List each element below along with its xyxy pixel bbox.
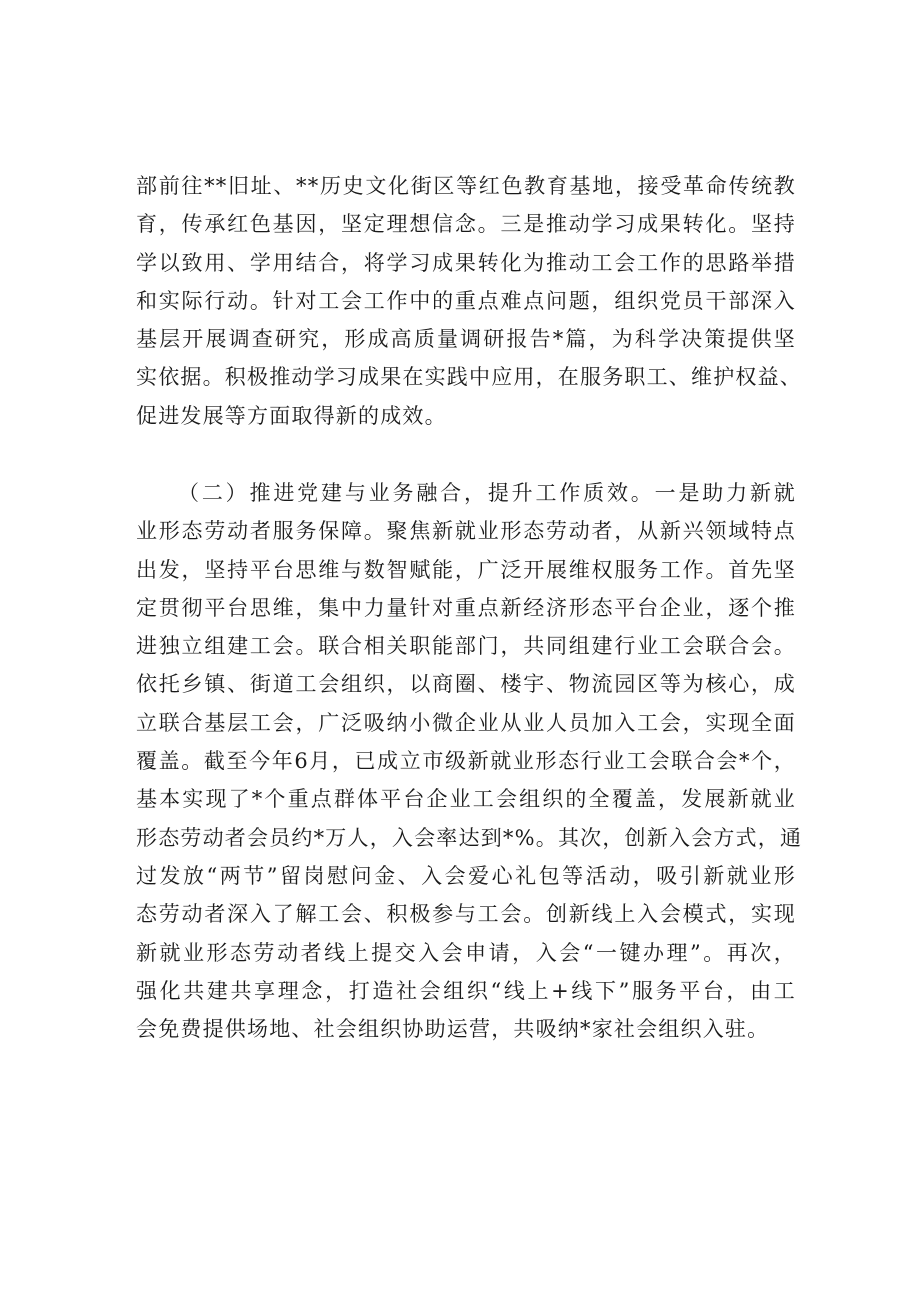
paragraph-line: 和实际行动。针对工会工作中的重点难点问题，组织党员干部深入: [136, 288, 796, 313]
paragraph-line: 过发放“两节”留岗慰问金、入会爱心礼包等活动，吸引新就业形: [136, 863, 796, 888]
paragraph-line: 出发，坚持平台思维与数智赋能，广泛开展维权服务工作。首先坚: [136, 557, 796, 582]
paragraph-line: 育，传承红色基因，坚定理想信念。三是推动学习成果转化。坚持: [136, 212, 796, 237]
paragraph-heading-line: （二）推进党建与业务融合，提升工作质效。一是助力新就: [178, 481, 796, 505]
paragraph-line: 学以致用、学用结合，将学习成果转化为推动工会工作的思路举措: [136, 250, 796, 275]
paragraph-line: 形态劳动者会员约*万人，入会率达到*%。其次，创新入会方式，通: [136, 825, 803, 850]
paragraph-line: 基层开展调查研究，形成高质量调研报告*篇，为科学决策提供坚: [136, 327, 796, 352]
paragraph-line: 实依据。积极推动学习成果在实践中应用，在服务职工、维护权益、: [136, 365, 802, 390]
paragraph-1: [136, 167, 802, 435]
paragraph-2: [136, 474, 803, 1048]
paragraph-line: 进独立组建工会。联合相关职能部门，共同组建行业工会联合会。: [136, 634, 796, 659]
paragraph-line: 强化共建共享理念，打造社会组织“线上+线下”服务平台，由工: [136, 978, 796, 1003]
paragraph-line: 新就业形态劳动者线上提交入会申请，入会“一键办理”。再次，: [136, 940, 796, 965]
paragraph-line: 定贯彻平台思维，集中力量针对重点新经济形态平台企业，逐个推: [136, 595, 796, 620]
paragraph-line: 依托乡镇、街道工会组织，以商圈、楼宇、物流园区等为核心，成: [136, 672, 796, 697]
paragraph-line: 覆盖。截至今年6月，已成立市级新就业形态行业工会联合会*个，: [136, 749, 796, 774]
paragraph-line: 业形态劳动者服务保障。聚焦新就业形态劳动者，从新兴领域特点: [136, 519, 796, 544]
paragraph-line: 态劳动者深入了解工会、积极参与工会。创新线上入会模式，实现: [136, 902, 796, 927]
paragraph-line: 部前往**旧址、**历史文化街区等红色教育基地，接受革命传统教: [136, 174, 796, 198]
paragraph-line: 会免费提供场地、社会组织协助运营，共吸纳*家社会组织入驻。: [136, 1017, 770, 1042]
paragraph-line: 立联合基层工会，广泛吸纳小微企业从业人员加入工会，实现全面: [136, 710, 796, 735]
paragraph-line: 基本实现了*个重点群体平台企业工会组织的全覆盖，发展新就业: [136, 787, 796, 812]
paragraph-line: 促进发展等方面取得新的成效。: [136, 403, 447, 428]
